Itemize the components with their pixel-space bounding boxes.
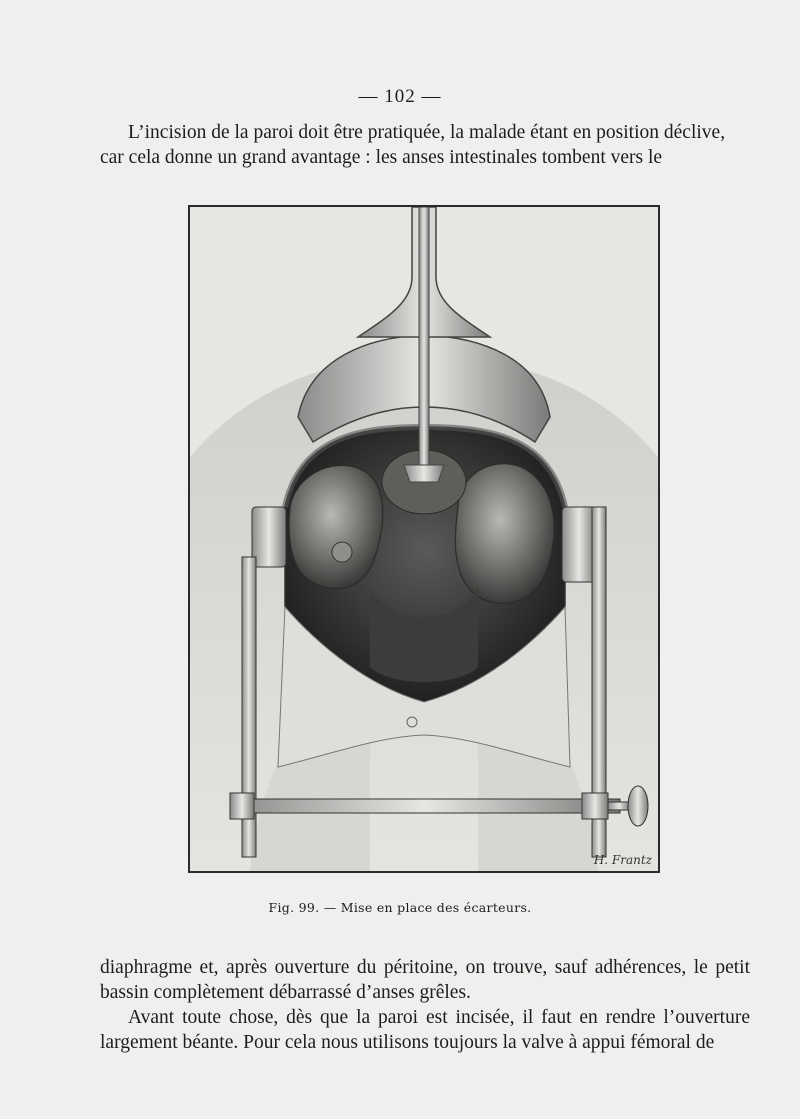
bottom-paragraphs (100, 955, 750, 1055)
text-line-2: car cela donne un grand avantage : les anses intestinales tombent vers le (100, 147, 663, 168)
page-number: — 102 — (358, 86, 442, 107)
figure-caption: Fig. 99. — Mise en place des écarteurs. (268, 900, 532, 915)
artist-signature: H. Frantz (593, 853, 652, 867)
illustration-drawing (190, 207, 658, 871)
paragraph-continuation: diaphragme et, après ouverture du péritoine, on trouve, sauf adhérences, le petit bassin complètement débarrassé d’anses grêles. (100, 957, 750, 1003)
text-line-1: L’incision de la paroi doit être pratiquée, la malade étant en position déclive, (128, 122, 726, 143)
top-paragraph (100, 120, 750, 170)
surgical-illustration (188, 205, 660, 873)
paragraph-next: Avant toute chose, dès que la paroi est incisée, il faut en rendre l’ouverture largement béante. Pour cela nous utilisons toujours la valve à appui fémoral de (100, 1007, 750, 1053)
